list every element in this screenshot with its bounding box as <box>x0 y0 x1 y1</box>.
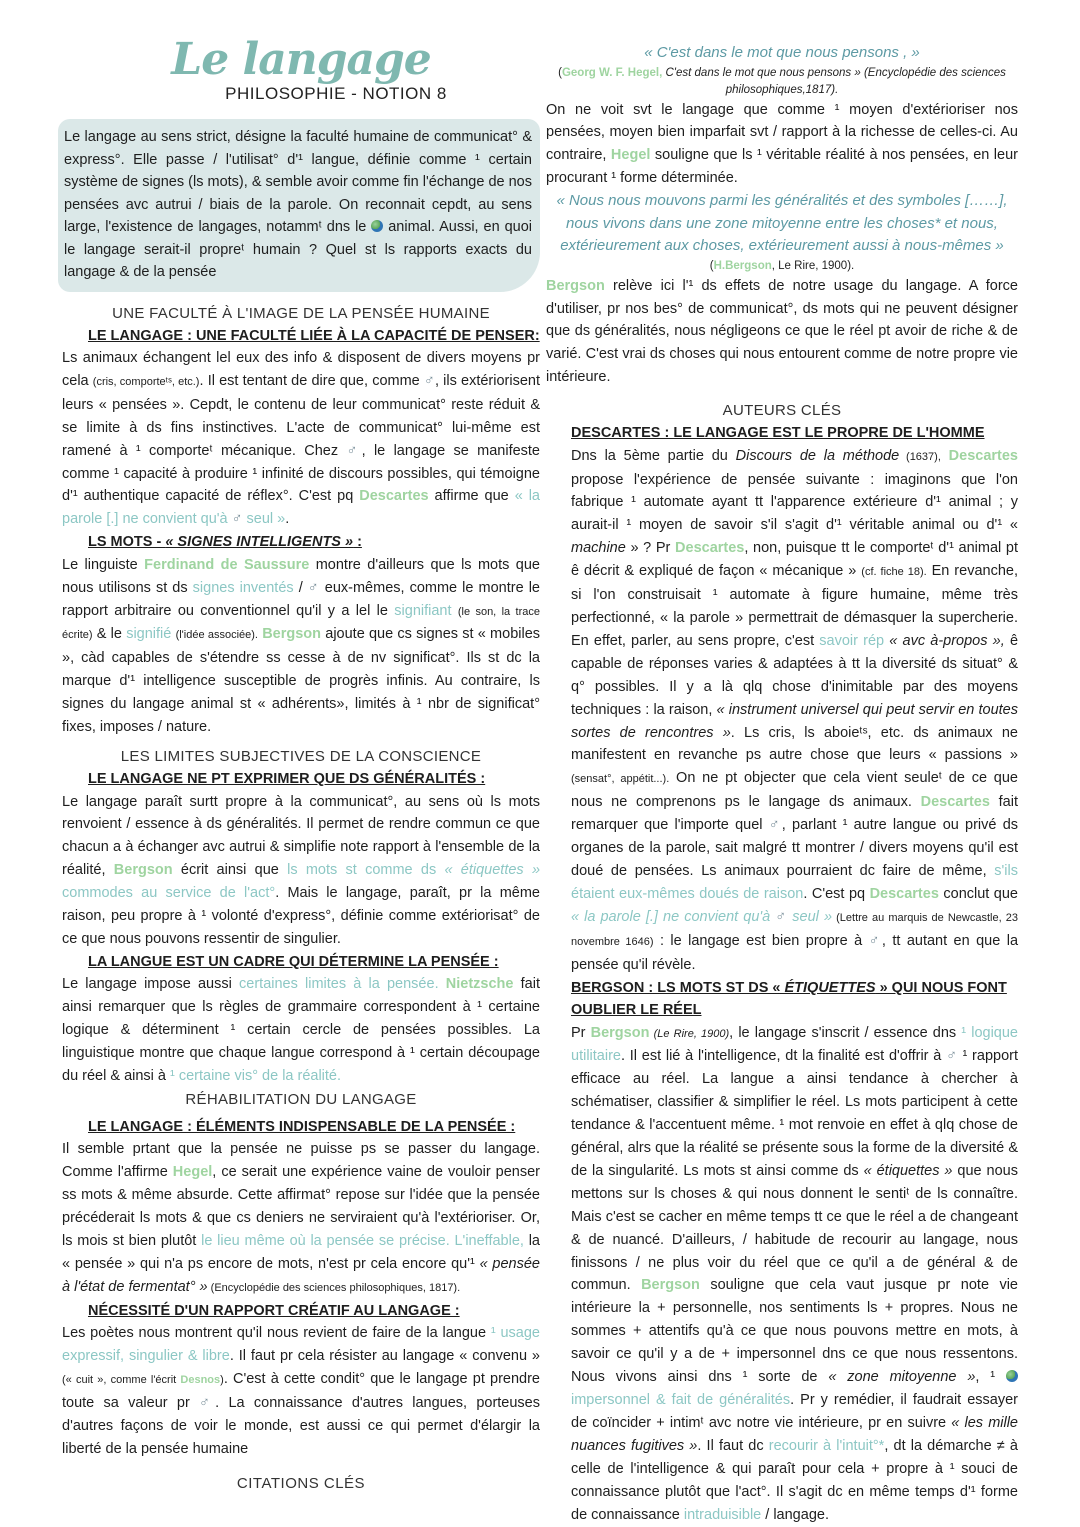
sub-heading: NÉCESSITÉ D'UN RAPPORT CRÉATIF AU LANGAGE : <box>88 1302 460 1319</box>
title-block <box>62 36 540 104</box>
right-column <box>546 0 1018 1526</box>
mars-icon: ♂ <box>868 932 882 949</box>
sub-heading: LE LANGAGE NE PT EXPRIMER QUE DS GÉNÉRALITÉS : <box>88 771 486 787</box>
page-subtitle: PHILOSOPHIE - NOTION 8 <box>225 84 447 103</box>
paragraph: Le langage paraît surtt propre à la communicat°, au sens où ls mots renvoient / essence à ds généralités. Il permet de rendre commun ce que chacun a à échanger avc autrui & simplifie note rapport à l'ensemble de la réalité, Bergson écrit ainsi que ls mots st comme ds « étiquettes » commodes au service de l'act°. Mais le langage, paraît, pr la même raison, peu propre à ¹ volonté d'express°, définie comme extériorisat° de ce que nous pouvons ressentir de singulier. <box>62 793 541 947</box>
mars-icon: ♂ <box>946 1048 958 1065</box>
mars-icon: ♂ <box>307 579 320 596</box>
section-heading: CITATIONS CLÉS <box>236 1474 366 1492</box>
sub-heading: LS MOTS - « SIGNES INTELLIGENTS » : <box>88 534 362 551</box>
section-heading: AUTEURS CLÉS <box>722 402 842 420</box>
section-heading: RÉHABILITATION DU LANGAGE <box>185 1090 417 1108</box>
paragraph: Pr Bergson (Le Rire, 1900), le langage s'inscrit / essence dns ¹ logique utilitaire. Il est lié à l'intelligence, dt la finalité est d'offrir à ♂ ¹ rapport efficace au réel. La langue a ainsi tendance à chercher à schématiser, classifier & simplifier le réel. Ls mots participent à cette tendance & l'accentuent même. ¹ mot renvoie en effet à qlq chose de général, alrs que la réalité se présente sous la forme de la diversité & de la singularité. Ls mots st ainsi comme ds « étiquettes » que nous mettons sur ls choses & qui nous donnent le sentiᵗ de ls connaître. Mais c'est se cacher en même temps tt ce que le réel a de changeant & de nuancé. D'ailleurs, / habitude de recourir au langage, nous finissons / ne plus voir du réel que ce qu'il a de général & de commun. Bergson souligne que cela vaut jusque pr note vie intérieure la + personnelle, nos sentiments ls + propres. Nous ne sommes + attentifs qu'à ce que nous pouvons mettre en mots, à savoir ce qu'il y a de + impersonnel dns ce que nous ressentons. Nous vivons ainsi dns ¹ sorte de « zone mitoyenne », ¹ impersonnel & fait de généralités. Pr y remédier, il faudrait essayer de coïncider + intimᵗ avc notre vie intérieure, pr en suivre « les mille nuances fugitives ». Il faut dc recourir à l'intuit°*, dt la démarche ≠ à celle de l'intelligence & qui paraît pour cela + propre à ¹ souci de connaissance plutôt que l'act°. Il s'agit dc en même temps d'¹ forme de connaissance intraduisible / langage. <box>571 1024 1019 1523</box>
quote: « Nous nous mouvons parmi les généralités et des symboles [……], nous vivons dans une zone mitoyenne entre les choses* et nous, extérieurement aux choses, extérieurement aussi à nous-mêmes » <box>556 192 1008 255</box>
page-title: Le langage <box>171 34 431 85</box>
paragraph: Les poètes nous montrent qu'il nous revient de faire de la langue ¹ usage expressif, singulier & libre. Il faut pr cela résister au langage « convenu » (« cuit », comme l'écrit Desnos). C'est à cette condit° que le langage pt prendre toute sa valeur pr ♂. La connaissance d'autres langues, porteuses d'autres façons de voir le monde, est aussi ce qui permet d'élargir la liberté de la pensée humaine <box>62 1325 540 1457</box>
intro-box <box>58 119 540 292</box>
intro-text-tail: animal. Aussi, en quoi le langage serait-il propreᵗ humain ? Quel st ls rapports exacts du langage & de la pensée <box>64 219 532 280</box>
mars-icon: ♂ <box>346 442 362 459</box>
paragraph: Le linguiste Ferdinand de Saussure montre d'ailleurs que ls mots que nous utilisons st ds signes inventés / ♂ eux-mêmes, comme le montre le rapport arbitraire ou conventionnel qu'il y a lel le signifiant (le son, la trace écrite) & le signifié (l'idée associée). Bergson ajoute que cs signes st « mobiles », càd capables de s'étendre ss cesse à de nv significat°. Ils st dc la marque d'¹ intelligence susceptible de progrès infinis. Au contraire, ls signes du langage animal st « adhérents», limités à ¹ nbr de significat° fixes, imposes / nature. <box>62 556 541 736</box>
paragraph: On ne voit svt le langage que comme ¹ moyen d'extérioriser nos pensées, moyen bien imparfait svt / rapport à la richesse de celles-ci. Au contraire, Hegel souligne que ls ¹ véritable réalité à nos pensées, en leur procurant ¹ forme déterminée. <box>546 101 1018 187</box>
sub-heading: LE LANGAGE : ÉLÉMENTS INDISPENSABLE DE LA PENSÉE : <box>88 1118 516 1135</box>
sub-heading: LE LANGAGE : UNE FACULTÉ LIÉE À LA CAPACITÉ DE PENSER: <box>88 327 540 344</box>
paragraph: Dns la 5ème partie du Discours de la méthode (1637), Descartes propose l'expérience de pensée suivante : imaginons que l'on fabrique ¹ automate ayant tt l'apparence extérieure d'¹ animal ; y aurait-il ¹ moyen de savoir s'il s'agit d'¹ véritable animal ou d'¹ « machine » ? Pr Descartes, non, puisque tt le comporteᵗ d'¹ animal pt ê décrit & expliqué de façon « mécanique » (cf. fiche 18). En revanche, si l'on construisait ¹ automate à figure humaine, même très perfectionné, « la parole » permettrait de démasquer la supercherie. En effet, parler, au sens propre, c'est savoir rép « avc à-propos », ê capable de réponses varies & adaptées à tt la diversité ds situat° & q° possibles. Il y a là qlq chose d'inimitable par des moyens techniques : la raison, « instrument universel qui peut servir en toutes sortes de rencontres ». Ls cris, ls aboieᵗˢ, etc. ds animaux ne manifestent en revanche ps autre chose que leurs « passions » (sensat°, appétit...). On ne pt objecter que cela vient seuleᵗ de ce que nous ne comprenons ps le langage ds animaux. Descartes fait remarquer que l'importe quel ♂, parlant ¹ autre langue ou privé ds organes de la parole, sait malgré tt montrer / divers moyens qu'il est doué de pensées. Ls animaux pourraient dc faire de même, s'ils étaient eux-mêmes doués de raison. C'est pq Descartes conclut que « la parole [.] ne convient qu'à ♂ seul » (Lettre au marquis de Newcastle, 23 novembre 1646) : le langage est bien propre à ♂, tt autant en que la pensée qu'il révèle. <box>571 447 1019 973</box>
sub-heading: LA LANGUE EST UN CADRE QUI DÉTERMINE LA PENSÉE : <box>88 953 499 970</box>
mars-icon: ♂ <box>423 372 435 389</box>
globe-icon <box>1006 1370 1018 1382</box>
mars-icon: ♂ <box>775 908 788 925</box>
paragraph: Bergson relève ici l'¹ ds effets de notre usage du langage. A force d'utiliser, pr nos bes° de communicat°, ds mots qui ne peuvent désigner que ds généralités, nous négligeons ce que le réel pt avoir de riche & de varié. C'est vrai ds choses qui nous entourent comme de notre propre vie intérieure. <box>546 277 1018 386</box>
paragraph: Le langage impose aussi certaines limites à la pensée. Nietzsche fait ainsi remarquer que ls règles de grammaire correspondent à ¹ certaine logique & déterminent ¹ certain cercle de pensées possibles. La linguistique montre que chaque langue correspond à ¹ certain découpage du réel & ainsi à ¹ certaine vis° de la réalité. <box>62 976 540 1084</box>
intro-text: Le langage au sens strict, désigne la faculté humaine de communicat° & express°. Elle passe / l'utilisat° d'¹ langue, définie comme ¹ certain système de signes (ls mots), & semble avoir comme fin l'échange de nos pensées avc autrui / biais de la parole. On reconnait cepdt, au sens large, l'existence de langages, notammᵗ dns le <box>64 129 532 235</box>
section-heading: LES LIMITES SUBJECTIVES DE LA CONSCIENCE <box>120 748 482 765</box>
paragraph: Ls animaux échangent lel eux des info & disposent de divers moyens pr cela (cris, comporteᵗˢ, etc.). Il est tentant de dire que, comme ♂, ils extériorisent leurs « pensées ». Cepdt, le contenu de leur communicat° reste réduit & se limite à ds fins instinctives. L'acte de communicat° lui-même est ramené à ¹ comporteᵗ mécanique. Chez ♂, le langage se manifeste comme ¹ capacité à produire ¹ infinité de discours possibles, qui témoigne d'¹ authentique capacité de réflex°. C'est pq Descartes affirme que « la parole [.] ne convient qu'à ♂ seul ». <box>62 350 541 528</box>
globe-icon <box>371 220 383 232</box>
quote: « C'est dans le mot que nous pensons , » <box>644 44 920 61</box>
sub-heading: BERGSON : LS MOTS ST DS « ÉTIQUETTES » QUI NOUS FONT OUBLIER LE RÉEL <box>571 979 1007 1018</box>
quote-reference: (H.Bergson, Le Rire, 1900). <box>709 259 855 272</box>
quote-reference: (Georg W. F. Hegel, C'est dans le mot que nous pensons » (Encyclopédie des sciences philosophiques,1817). <box>558 66 1006 96</box>
sub-heading: DESCARTES : LE LANGAGE EST LE PROPRE DE L'HOMME <box>571 425 985 442</box>
left-column <box>62 0 540 1492</box>
mars-icon: ♂ <box>231 511 243 528</box>
mars-icon: ♂ <box>768 817 782 834</box>
paragraph: Il semble prtant que la pensée ne puisse ps se passer du langage. Comme l'affirme Hegel, ce serait une expérience vaine de vouloir penser ss mots & même absurde. Cette affirmat° repose sur l'idée que la pensée précéderait ls mots & que cs deniers ne serviraient qu'à l'extérioriser. Or, ls mois st bien plutôt le lieu même où la pensée se précise. L'ineffable, la « pensée » qui n'a ps encore de mots, n'est pr cela encore qu'¹ « pensée à l'état de fermentat° » (Encyclopédie des sciences philosophiques, 1817). <box>62 1141 541 1295</box>
mars-icon: ♂ <box>199 1394 216 1411</box>
section-heading: UNE FACULTÉ À L'IMAGE DE LA PENSÉE HUMAINE <box>112 304 490 322</box>
